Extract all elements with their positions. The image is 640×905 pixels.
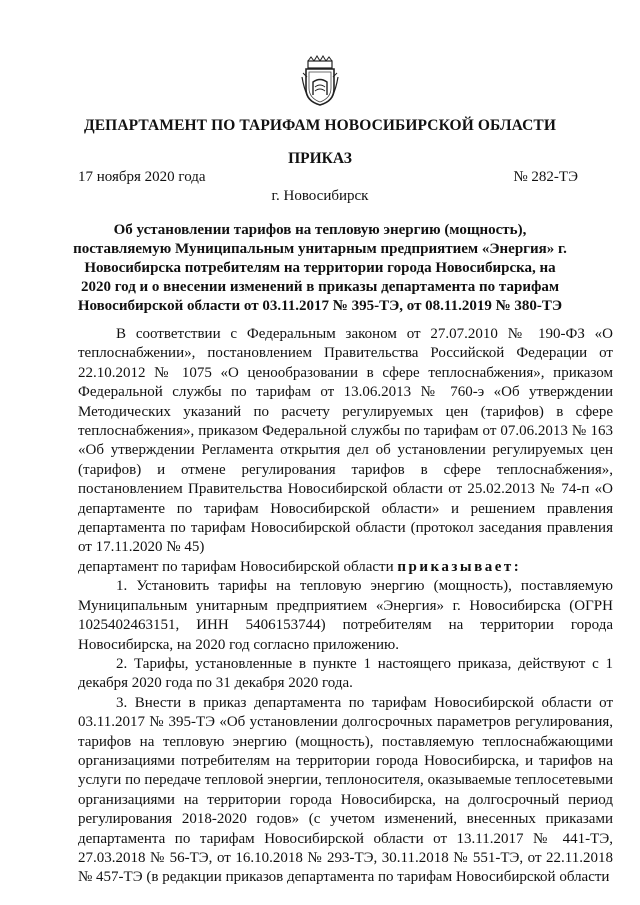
- order-city: г. Новосибирск: [271, 188, 369, 204]
- order-body: [78, 325, 613, 888]
- order-title: Об установлении тарифов на тепловую энергию (мощность), поставляемую Муниципальным унитарным предприятием «Энергия» г. Новосибирска потребителям на территории города Новосибирска, на 2020 год и о внесении изменений в приказы департамента по тарифам Новосибирской области от 03.11.2017 № 395-ТЭ, от 08.11.2019 № 380-ТЭ: [73, 222, 567, 314]
- coat-of-arms-icon: [300, 55, 340, 107]
- preamble-paragraph: В соответствии с Федеральным законом от 27.07.2010 № 190-ФЗ «О теплоснабжении», постановлением Правительства Российской Федерации от 22.10.2012 № 1075 «О ценообразовании в сфере теплоснабжения», приказом Федеральной службы по тарифам от 13.06.2013 № 760-э «Об утверждении Методических указаний по расчету регулируемых цен (тарифов) в сфере теплоснабжения», приказом Федеральной службы по тарифам от 07.06.2013 № 163 «Об утверждении Регламента открытия дел об установлении регулируемых цен (тарифов) и отмене регулирования тарифов в сфере теплоснабжения», постановлением Правительства Новосибирской области от 25.02.2013 № 74-п «О департаменте по тарифам Новосибирской области» и решением правления департамента по тарифам Новосибирской области (протокол заседания правления от 17.11.2020 № 45): [78, 326, 613, 556]
- order-date: 17 ноября 2020 года: [78, 169, 206, 185]
- orders-line: [78, 558, 613, 577]
- item-1-paragraph: 1. Установить тарифы на тепловую энергию (мощность), поставляемую Муниципальным унитарным предприятием «Энергия» г. Новосибирска (ОГРН 1025402463151, ИНН 5406153744) потребителям на территории города Новосибирска, на 2020 год согласно приложению.: [78, 578, 613, 653]
- order-number: № 282-ТЭ: [513, 169, 578, 185]
- item-2-paragraph: 2. Тарифы, установленные в пункте 1 настоящего приказа, действуют с 1 декабря 2020 года по 31 декабря 2020 года.: [78, 655, 613, 692]
- orders-word: приказывает:: [397, 558, 522, 575]
- orders-prefix: департамент по тарифам Новосибирской области: [78, 558, 394, 575]
- document-type: ПРИКАЗ: [288, 150, 352, 167]
- item-3-paragraph: 3. Внести в приказ департамента по тарифам Новосибирской области от 03.11.2017 № 395-ТЭ «Об установлении долгосрочных параметров регулирования, тарифов на тепловую энергию (мощность), поставляемую теплоснабжающими организациями потребителям на территории города Новосибирска, и тарифов на услуги по передаче тепловой энергии, теплоносителя, оказываемые теплосетевыми организациями на территории города Новосибирска, на долгосрочный период регулирования 2018-2020 годов» (с учетом изменений, внесенных приказами департамента по тарифам Новосибирской области от 13.11.2017 № 441-ТЭ, 27.03.2018 № 56-ТЭ, от 16.10.2018 № 293-ТЭ, 30.11.2018 № 551-ТЭ, от 22.11.2018 № 457-ТЭ (в редакции приказов департамента по тарифам Новосибирской области: [78, 694, 613, 886]
- department-heading: ДЕПАРТАМЕНТ ПО ТАРИФАМ НОВОСИБИРСКОЙ ОБЛАСТИ: [83, 117, 557, 134]
